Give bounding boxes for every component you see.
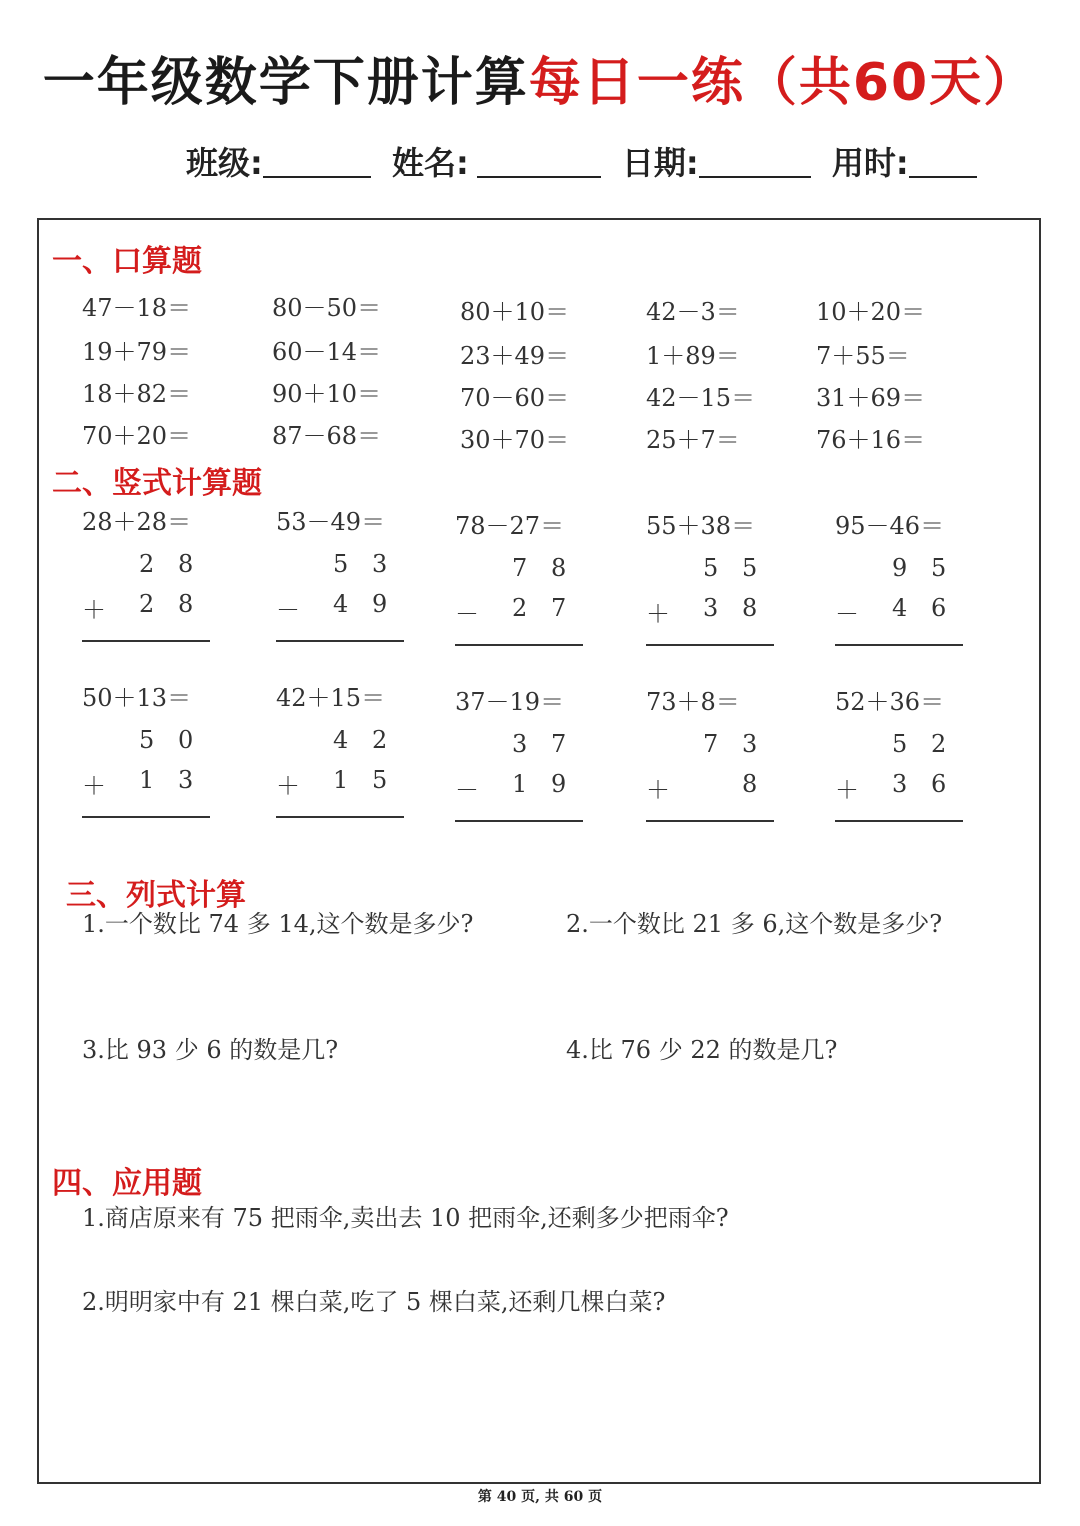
page-footer: 第 40 页, 共 60 页: [477, 1489, 603, 1505]
operator-sign: ＋: [646, 600, 670, 628]
section1-title: 一、口算题: [52, 244, 202, 279]
bottom-tens-digit: 1: [512, 770, 528, 798]
oral-problem: 87－68＝: [272, 422, 382, 450]
vertical-layout: [82, 712, 212, 822]
bottom-tens-digit: 4: [892, 594, 908, 622]
time-blank[interactable]: [909, 144, 977, 178]
oral-problem: 19＋79＝: [82, 338, 192, 366]
section3-title: 三、列式计算: [66, 878, 246, 913]
vertical-layout: [82, 536, 212, 646]
bottom-ones-digit: 5: [372, 766, 388, 794]
vertical-problem-expression: 55＋38＝: [646, 512, 756, 540]
oral-problem: 1＋89＝: [646, 342, 740, 370]
top-ones-digit: 7: [551, 730, 567, 758]
bottom-tens-digit: 2: [512, 594, 528, 622]
answer-line: [276, 816, 404, 818]
answer-line: [276, 640, 404, 642]
oral-problem: 18＋82＝: [82, 380, 192, 408]
operator-sign: ＋: [82, 772, 106, 800]
section2-title: 二、竖式计算题: [52, 466, 262, 501]
answer-line: [646, 644, 774, 646]
word-problem-1: 1.商店原来有 75 把雨伞,卖出去 10 把雨伞,还剩多少把雨伞?: [82, 1204, 729, 1232]
oral-problem: 30＋70＝: [460, 426, 570, 454]
vertical-problem-expression: 42＋15＝: [276, 684, 386, 712]
oral-problem: 80＋10＝: [460, 298, 570, 326]
date-blank[interactable]: [699, 144, 811, 178]
oral-problem: 42－15＝: [646, 384, 756, 412]
time-label: 用时:: [831, 144, 909, 182]
top-tens-digit: 7: [512, 554, 528, 582]
vertical-problem-expression: 53－49＝: [276, 508, 386, 536]
bottom-ones-digit: 8: [742, 770, 758, 798]
list-question-3: 3.比 93 少 6 的数是几?: [82, 1036, 339, 1064]
top-tens-digit: 2: [139, 550, 155, 578]
top-tens-digit: 5: [703, 554, 719, 582]
list-question-4: 4.比 76 少 22 的数是几?: [566, 1036, 838, 1064]
bottom-ones-digit: 9: [372, 590, 388, 618]
operator-sign: －: [835, 600, 859, 628]
operator-sign: －: [276, 596, 300, 624]
operator-sign: －: [455, 776, 479, 804]
list-question-1: 1.一个数比 74 多 14,这个数是多少?: [82, 910, 474, 938]
vertical-layout: [646, 540, 776, 650]
top-ones-digit: 3: [372, 550, 388, 578]
operator-sign: ＋: [276, 772, 300, 800]
bottom-ones-digit: 7: [551, 594, 567, 622]
operator-sign: －: [455, 600, 479, 628]
top-ones-digit: 5: [742, 554, 758, 582]
answer-line: [82, 816, 210, 818]
bottom-tens-digit: 3: [892, 770, 908, 798]
oral-problem: 47－18＝: [82, 294, 192, 322]
answer-line: [455, 820, 583, 822]
top-ones-digit: 3: [742, 730, 758, 758]
bottom-tens-digit: 1: [333, 766, 349, 794]
answer-line: [646, 820, 774, 822]
oral-problem: 31＋69＝: [816, 384, 926, 412]
bottom-ones-digit: 9: [551, 770, 567, 798]
top-ones-digit: 8: [551, 554, 567, 582]
bottom-ones-digit: 6: [931, 770, 947, 798]
vertical-problem-expression: 78－27＝: [455, 512, 565, 540]
class-blank[interactable]: [263, 144, 371, 178]
operator-sign: ＋: [646, 776, 670, 804]
oral-problem: 25＋7＝: [646, 426, 740, 454]
name-blank[interactable]: [477, 144, 601, 178]
vertical-layout: [276, 712, 406, 822]
vertical-layout: [455, 540, 585, 650]
answer-line: [835, 644, 963, 646]
bottom-ones-digit: 3: [178, 766, 194, 794]
oral-problem: 10＋20＝: [816, 298, 926, 326]
top-tens-digit: 5: [333, 550, 349, 578]
top-tens-digit: 3: [512, 730, 528, 758]
oral-problem: 76＋16＝: [816, 426, 926, 454]
oral-problem: 70＋20＝: [82, 422, 192, 450]
top-tens-digit: 5: [892, 730, 908, 758]
answer-line: [455, 644, 583, 646]
vertical-layout: [455, 716, 585, 826]
operator-sign: ＋: [82, 596, 106, 624]
bottom-tens-digit: 1: [139, 766, 155, 794]
section4-title: 四、应用题: [52, 1166, 202, 1201]
bottom-ones-digit: 8: [178, 590, 194, 618]
title-main: 一年级数学下册计算: [42, 53, 529, 113]
oral-problem: 80－50＝: [272, 294, 382, 322]
vertical-problem-expression: 73＋8＝: [646, 688, 740, 716]
vertical-layout: [276, 536, 406, 646]
page-title: [0, 40, 1080, 115]
oral-problem: 23＋49＝: [460, 342, 570, 370]
vertical-layout: [835, 716, 965, 826]
top-ones-digit: 5: [931, 554, 947, 582]
top-tens-digit: 4: [333, 726, 349, 754]
oral-problem: 70－60＝: [460, 384, 570, 412]
bottom-tens-digit: 2: [139, 590, 155, 618]
bottom-ones-digit: 8: [742, 594, 758, 622]
vertical-problem-expression: 50＋13＝: [82, 684, 192, 712]
title-highlight: 每日一练（共60天）: [528, 53, 1038, 113]
vertical-problem-expression: 52＋36＝: [835, 688, 945, 716]
vertical-problem-expression: 37－19＝: [455, 688, 565, 716]
vertical-problem-expression: 28＋28＝: [82, 508, 192, 536]
top-ones-digit: 2: [372, 726, 388, 754]
oral-problem: 42－3＝: [646, 298, 740, 326]
vertical-layout: [835, 540, 965, 650]
oral-problem: 90＋10＝: [272, 380, 382, 408]
bottom-tens-digit: 4: [333, 590, 349, 618]
top-ones-digit: 0: [178, 726, 194, 754]
student-info-row: [186, 138, 986, 184]
list-question-2: 2.一个数比 21 多 6,这个数是多少?: [566, 910, 943, 938]
vertical-layout: [646, 716, 776, 826]
top-ones-digit: 8: [178, 550, 194, 578]
date-label: 日期:: [621, 144, 699, 182]
bottom-tens-digit: 3: [703, 594, 719, 622]
operator-sign: ＋: [835, 776, 859, 804]
answer-line: [835, 820, 963, 822]
top-ones-digit: 2: [931, 730, 947, 758]
word-problem-2: 2.明明家中有 21 棵白菜,吃了 5 棵白菜,还剩几棵白菜?: [82, 1288, 666, 1316]
oral-problem: 7＋55＝: [816, 342, 910, 370]
class-label: 班级:: [186, 144, 263, 182]
vertical-problem-expression: 95－46＝: [835, 512, 945, 540]
top-tens-digit: 9: [892, 554, 908, 582]
top-tens-digit: 7: [703, 730, 719, 758]
answer-line: [82, 640, 210, 642]
bottom-ones-digit: 6: [931, 594, 947, 622]
oral-problem: 60－14＝: [272, 338, 382, 366]
top-tens-digit: 5: [139, 726, 155, 754]
name-label: 姓名:: [391, 144, 469, 182]
